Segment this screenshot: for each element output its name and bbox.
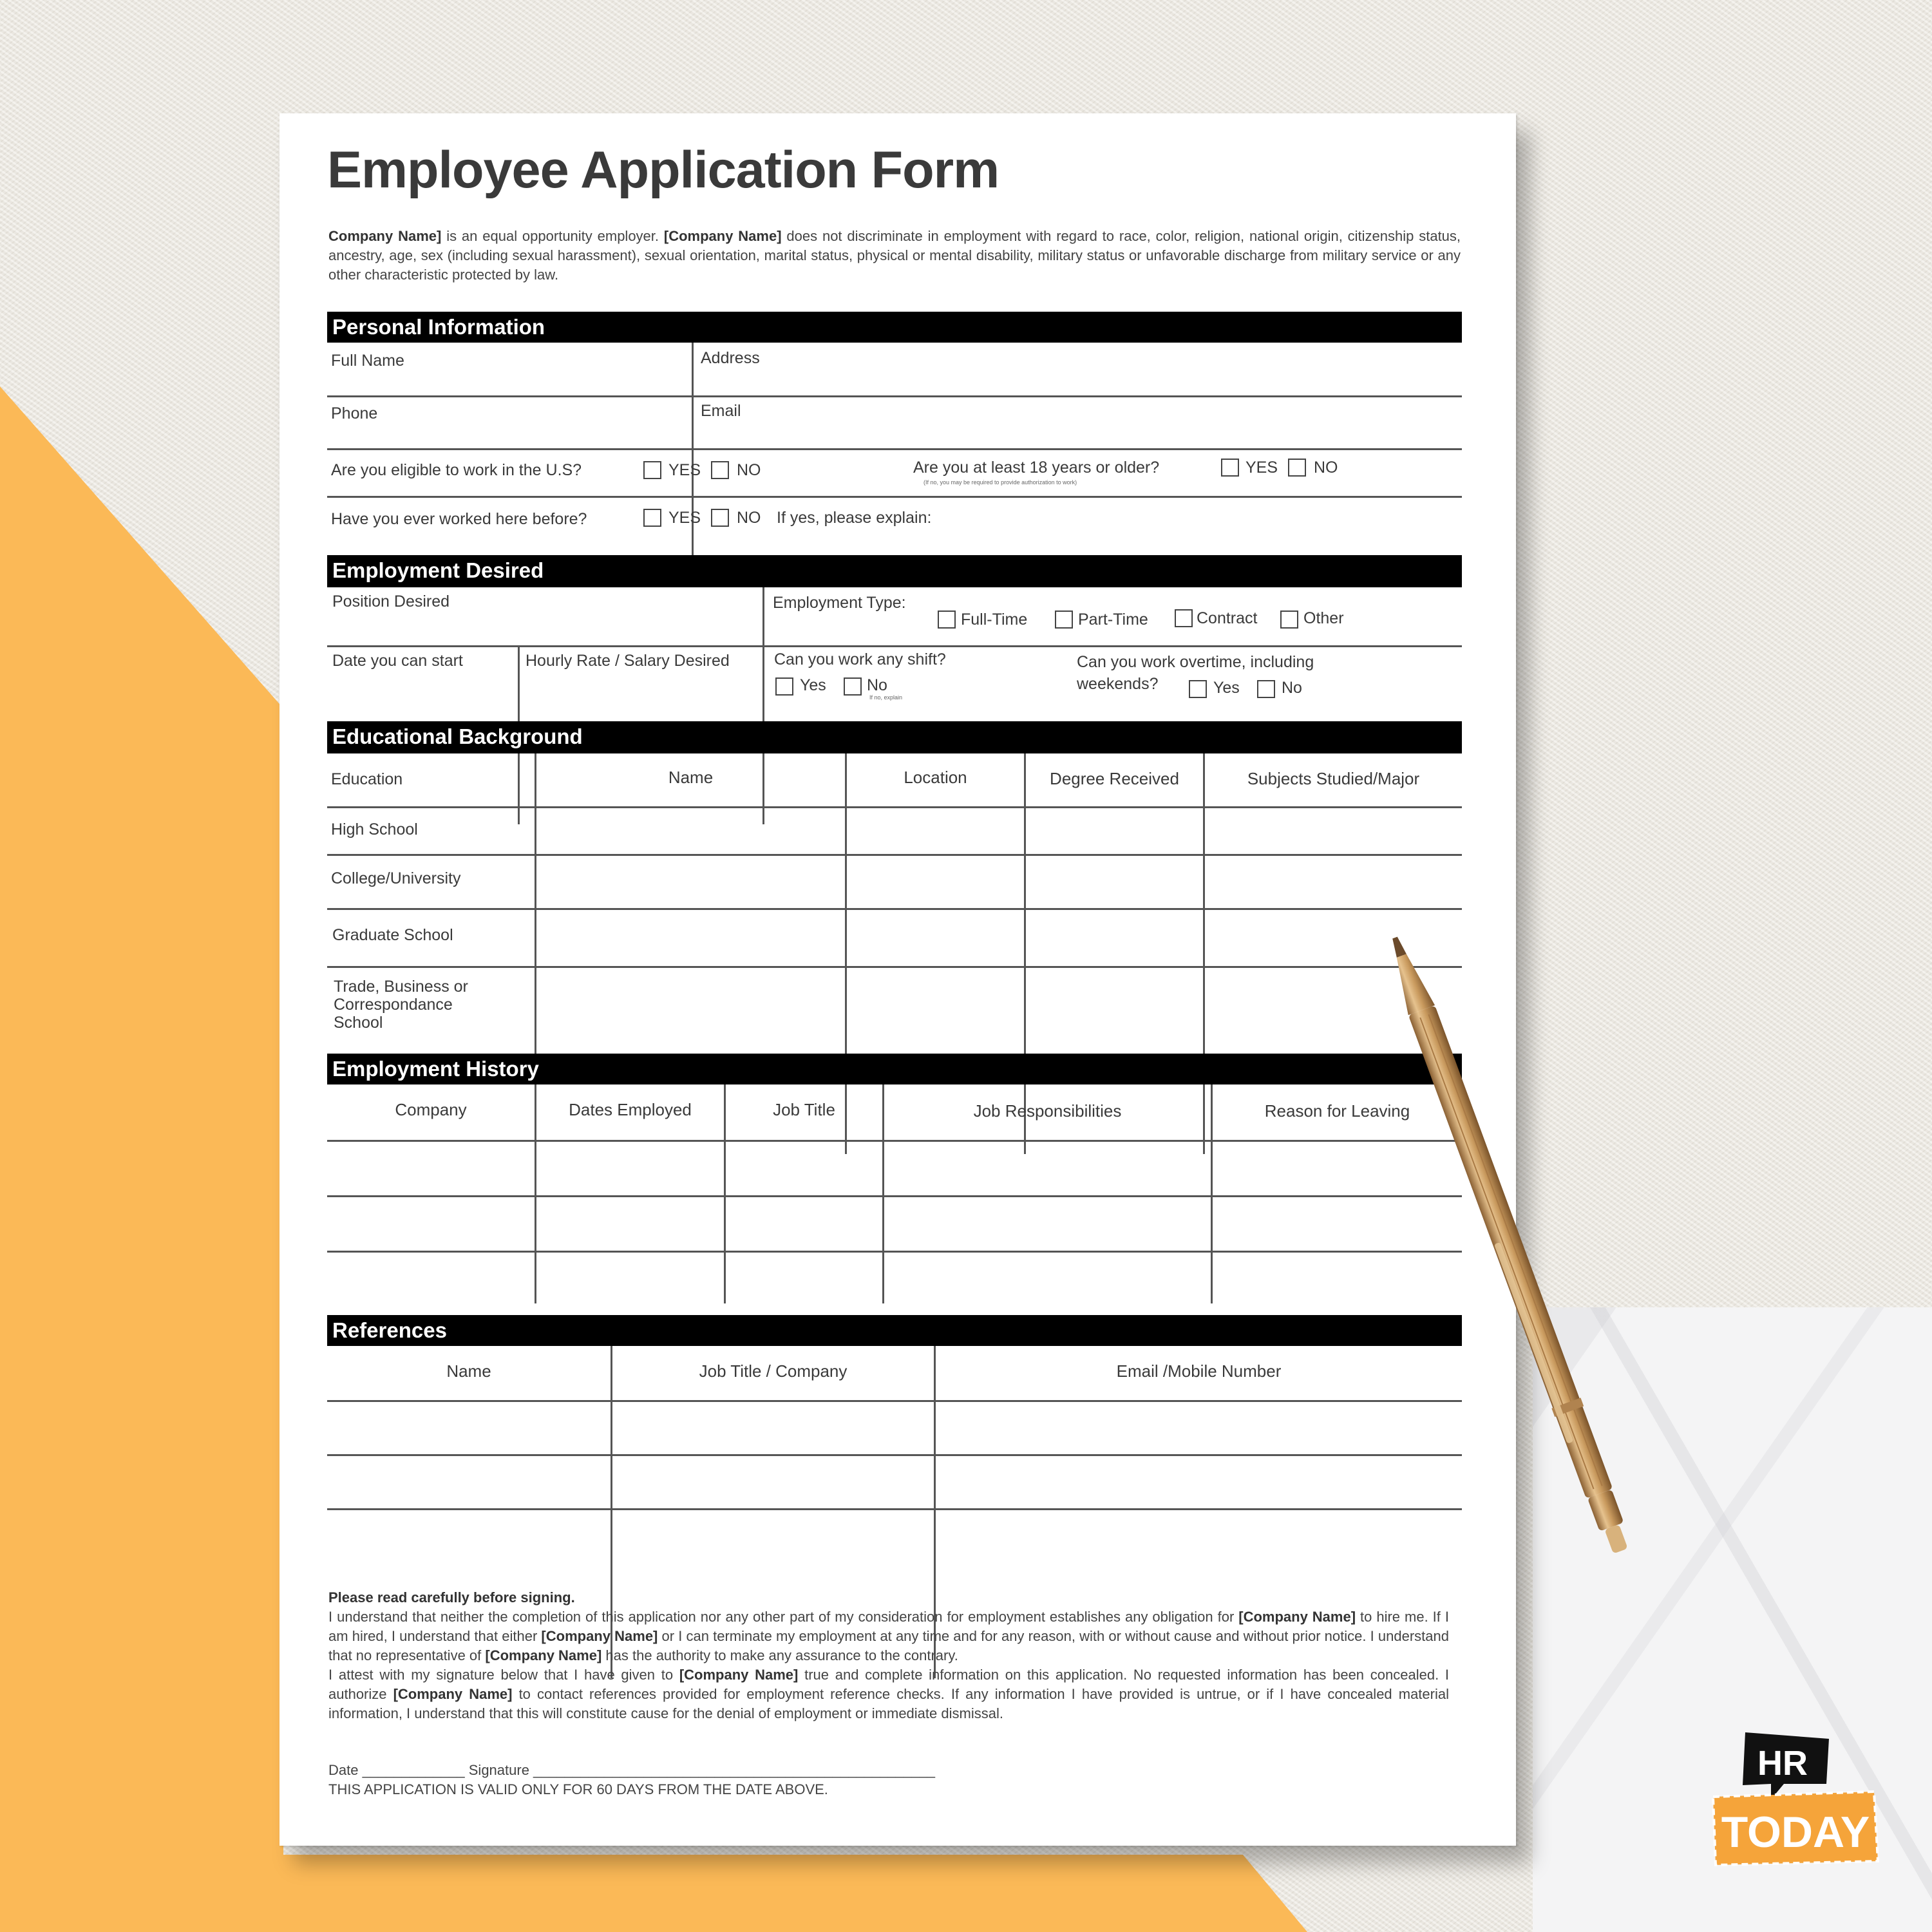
reference-job-title-column-header: Job Title / Company (699, 1361, 848, 1381)
section-references: References (327, 1315, 1462, 1346)
reference-contact-column-header: Email /Mobile Number (1116, 1361, 1282, 1381)
education-row-label: School (334, 1014, 383, 1032)
degree-column-header: Degree Received (1050, 769, 1179, 788)
subjects-column-header: Subjects Studied/Major (1247, 769, 1420, 788)
hr-today-logo (1707, 1732, 1887, 1900)
start-date-label: Date you can start (332, 652, 463, 670)
name-column-header: Name (668, 768, 714, 787)
age-no-label: NO (1314, 459, 1338, 477)
reason-for-leaving-column-header: Reason for Leaving (1264, 1101, 1410, 1121)
shift-no-label: No (867, 676, 887, 694)
other-label: Other (1303, 609, 1344, 627)
logo-today-text: TODAY (1721, 1808, 1870, 1857)
age-question: Are you at least 18 years or older? (913, 459, 1160, 477)
overtime-question-line1: Can you work overtime, including (1077, 653, 1314, 671)
eligible-yes-label: YES (668, 461, 701, 479)
contract-label: Contract (1197, 609, 1258, 627)
intro-paragraph: Company Name] is an equal opportunity employer. [Company Name] does not discriminate in employment with regard to race, color, religion, national origin, citizenship status, ancestry, age, sex (including sexual harassment), sexual orientation, marital status, physical or mental disability, military status or unfavorable discharge from military service or any other characteristic protected by law. (328, 228, 1461, 283)
signature-line[interactable]: Date _____________ Signature ___________________________________________________ (328, 1762, 936, 1778)
validity-note: THIS APPLICATION IS VALID ONLY FOR 60 DAYS FROM THE DATE ABOVE. (328, 1781, 828, 1797)
company-column-header: Company (395, 1100, 467, 1119)
education-row-label: Trade, Business or (334, 978, 468, 996)
overtime-yes-label: Yes (1213, 679, 1240, 697)
education-row-label: Correspondance (334, 996, 453, 1014)
job-responsibilities-column-header: Job Responsibilities (973, 1101, 1122, 1121)
address-label: Address (701, 349, 760, 367)
full-name-label: Full Name (331, 352, 404, 370)
shift-question: Can you work any shift? (774, 650, 946, 668)
logo-hr-text: HR (1757, 1744, 1808, 1783)
overtime-no-label: No (1282, 679, 1302, 697)
location-column-header: Location (904, 768, 967, 787)
salary-desired-label: Hourly Rate / Salary Desired (526, 652, 730, 670)
part-time-label: Part-Time (1078, 611, 1148, 629)
form-title: Employee Application Form (327, 141, 999, 199)
reference-name-column-header: Name (446, 1361, 491, 1381)
agreement-text: Please read carefully before signing. I understand that neither the completion of this application nor any other part of my consideration for employment establishes any obligation for [Company Name] to hire me. If I am hired, I understand that either [Company Name] or I can terminate my employment at any time and for any reason, with or without cause and without prior notice. I understand that no representative of [Company Name] has the authority to make any assurance to the contrary. I attest with my signature below that I have given to [Company Name] true and complete information on this application. No requested information has been concealed. I authorize [Company Name] to contact references provided for employment reference checks. If any information I have provided is untrue, or if I have concealed material information, I understand that this will constitute cause for the denial of employment or immediate dismissal. (328, 1589, 1450, 1721)
education-column-header: Education (331, 770, 403, 788)
employment-type-label: Employment Type: (773, 594, 906, 612)
overtime-question-line2: weekends? (1077, 675, 1159, 693)
education-row-label: Graduate School (332, 926, 453, 944)
section-personal-information: Personal Information (327, 312, 1462, 343)
phone-label: Phone (331, 404, 378, 422)
education-row-label: High School (331, 820, 418, 838)
dates-employed-column-header: Dates Employed (569, 1100, 692, 1119)
worked-before-question: Have you ever worked here before? (331, 510, 587, 528)
education-row-label: College/University (331, 869, 461, 887)
shift-no-note: If no, explain (869, 694, 903, 701)
worked-no-label: NO (737, 509, 761, 527)
section-employment-history: Employment History (327, 1054, 1462, 1084)
eligible-question: Are you eligible to work in the U.S? (331, 461, 582, 479)
position-desired-label: Position Desired (332, 592, 450, 611)
section-educational-background: Educational Background (327, 721, 1462, 753)
eligible-no-label: NO (737, 461, 761, 479)
full-time-label: Full-Time (961, 611, 1028, 629)
explain-label: If yes, please explain: (777, 509, 932, 527)
section-employment-desired: Employment Desired (327, 555, 1462, 587)
age-note: (If no, you may be required to provide authorization to work) (923, 479, 1077, 486)
email-label: Email (701, 402, 741, 420)
job-title-column-header: Job Title (773, 1100, 835, 1119)
shift-yes-label: Yes (800, 676, 826, 694)
worked-yes-label: YES (668, 509, 701, 527)
age-yes-label: YES (1245, 459, 1278, 477)
